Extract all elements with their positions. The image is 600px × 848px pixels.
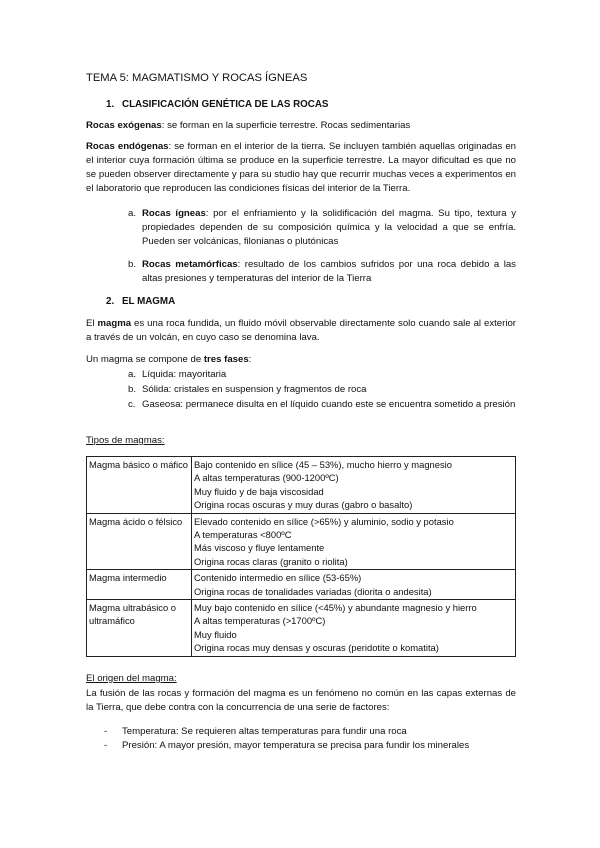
section-1-title: CLASIFICACIÓN GENÉTICA DE LAS ROCAS — [122, 99, 329, 110]
magma-type-properties — [192, 570, 516, 600]
dash-bullet: - — [104, 726, 108, 737]
phase-text: Sólida: cristales en suspension y fragmentos de roca — [142, 384, 367, 395]
table-row — [87, 570, 516, 600]
magma-origin-paragraph: La fusión de las rocas y formación del magma es un fenómeno no común en las capas externas de la Tierra, que debe contra con la concurrencia de una serie de factores: — [86, 688, 516, 713]
property-line: A temperaturas <800ºC — [194, 529, 292, 541]
magma-types-heading: Tipos de magmas: — [86, 435, 165, 446]
property-line: Más viscoso y fluye lentamente — [194, 542, 325, 554]
section-1-heading — [106, 98, 536, 112]
property-line: Contenido intermedio en sílice (53-65%) — [194, 572, 362, 584]
magma-type-name: Magma intermedio — [87, 570, 192, 600]
magma-definition-paragraph — [86, 317, 516, 345]
property-line: Bajo contenido en sílice (45 – 53%), mucho hierro y magnesio — [194, 459, 452, 470]
phase-text: Gaseosa: permanece disulta en el líquido cuando este se encuentra sometido a presión — [142, 399, 516, 410]
property-line: A altas temperaturas (900-1200ºC) — [194, 472, 339, 484]
magma-type-properties — [192, 600, 516, 657]
magma-types-table — [86, 456, 516, 657]
magma-term: magma — [97, 318, 132, 329]
property-line: Origina rocas oscuras y muy duras (gabro o basalto) — [194, 499, 413, 511]
property-line: Muy fluido — [194, 628, 237, 640]
magma-def-prefix: El — [86, 318, 98, 329]
property-line: Elevado contenido en sílice (>65%) y aluminio, sodio y potasio — [194, 515, 454, 527]
item-label: a. — [128, 208, 137, 219]
exogenous-rocks-paragraph — [86, 119, 516, 133]
phases-term: tres fases — [203, 354, 249, 365]
magma-type-name: Magma ácido o félsico — [87, 513, 192, 570]
property-line: Origina rocas claras (granito o riolita) — [194, 555, 348, 567]
magma-def-text: es una roca fundida, un fluido móvil observable directamente solo cuando sale al exterior a través de un volcán, en cuyo caso se denomina lava. — [86, 318, 516, 343]
property-line: A altas temperaturas (>1700ºC) — [194, 615, 326, 627]
section-1-number: 1. — [106, 99, 115, 110]
item-label: b. — [128, 259, 137, 270]
endogenous-text: : se forman en el interior de la tierra. Se incluyen también aquellas originadas en el interior cuya formación última se produce en la superficie terrestre. La mayor dificultad es que no se pueden observer directamente y para su studio hay que recurrir muchas veces a experimentos en el laboratorio que reproducen las condiciones físicas del interior de la Tierra. — [86, 141, 516, 194]
three-phases-intro — [86, 353, 516, 367]
table-row — [87, 513, 516, 570]
magma-type-properties — [192, 457, 516, 514]
item-label: a. — [128, 369, 137, 380]
phases-suffix: : — [248, 354, 252, 365]
magma-type-name: Magma básico o máfico — [87, 457, 192, 514]
magma-type-properties — [192, 513, 516, 570]
igneous-text: : por el enfriamiento y la solidificación del magma. Su tipo, textura y propiedades dependen de su composición química y la velocidad a que se enfría. Pueden ser volcánicas, filonianas o plutónicas — [142, 208, 516, 247]
igneous-term: Rocas ígneas — [142, 208, 206, 219]
magma-type-name: Magma ultrabásico o ultramáfico — [87, 600, 192, 657]
factor-text: Temperatura: Se requieren altas temperaturas para fundir una roca — [122, 726, 407, 737]
table-row — [87, 600, 516, 657]
property-line: Muy bajo contenido en sílice (<45%) y abundante magnesio y hierro — [194, 602, 477, 614]
factor-text: Presión: A mayor presión, mayor temperatura se precisa para fundir los minerales — [122, 740, 470, 751]
metamorphic-term: Rocas metamórficas — [142, 259, 238, 270]
section-2-number: 2. — [106, 296, 115, 307]
phases-prefix: Un magma se compone de — [86, 354, 204, 365]
item-label: b. — [128, 384, 137, 395]
property-line: Origina rocas muy densas y oscuras (peridotite o komatita) — [194, 642, 439, 654]
dash-bullet: - — [104, 740, 108, 751]
item-label: c. — [128, 399, 136, 410]
table-row — [87, 457, 516, 514]
document-title: TEMA 5: MAGMATISMO Y ROCAS ÍGNEAS — [86, 72, 308, 84]
magma-origin-heading: El origen del magma: — [86, 673, 177, 684]
exogenous-text: : se forman en la superficie terrestre. Rocas sedimentarias — [161, 120, 411, 131]
endogenous-rocks-paragraph — [86, 140, 516, 196]
section-2-title: EL MAGMA — [122, 296, 176, 307]
property-line: Muy fluido y de baja viscosidad — [194, 485, 324, 497]
property-line: Origina rocas de tonalidades variadas (diorita o andesita) — [194, 585, 432, 597]
endogenous-term: Rocas endógenas — [86, 141, 169, 152]
section-2-heading — [106, 295, 536, 309]
metamorphic-text: : resultado de los cambios sufridos por una roca debido a las altas presiones y temperaturas del interior de la Tierra — [142, 259, 516, 284]
exogenous-term: Rocas exógenas — [86, 120, 162, 131]
phase-text: Líquida: mayoritaria — [142, 369, 227, 380]
